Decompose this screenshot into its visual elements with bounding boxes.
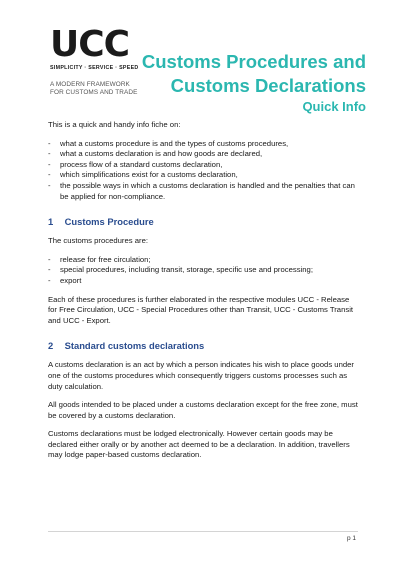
title-line-1: Customs Procedures and [141,51,366,72]
list-item: - process flow of a standard customs declaration, [48,160,358,171]
list-item: - release for free circulation; [48,255,358,266]
section-title: Standard customs declarations [64,340,205,352]
document-body [48,120,358,469]
procedures-list [48,255,358,287]
list-item: - what a customs declaration is and how goods are declared, [48,149,358,160]
section-2-paragraph: All goods intended to be placed under a customs declaration except for the free zone, must be covered by a customs declaration. [48,400,358,420]
title-line-2: Customs Declarations [170,75,366,96]
list-item: - which simplifications exist for a customs declaration, [48,170,358,181]
document-title [142,50,366,116]
section-number: 1 [48,216,54,228]
section-2-paragraph: Customs declarations must be lodged electronically. However certain goods may be declared either orally or by another act deemed to be a declaration. In addition, travellers may lodge paper-based customs declaration. [48,429,350,460]
footer-divider [48,531,358,532]
section-number: 2 [48,340,54,352]
section-1-paragraph: Each of these procedures is further elaborated in the respective modules UCC - Release for Free Circulation, UCC - Special Procedures other than Transit, UCC - Customs Transit and UCC - Export. [48,294,354,325]
section-2-paragraph: A customs declaration is an act by which a person indicates his wish to place goods under one of the customs procedures which consequently triggers customs processes such as duty calculation. [48,360,354,391]
list-item: - the possible ways in which a customs declaration is handled and the penalties that can be applied for non-compliance. [48,181,358,202]
logo-subline-1: A MODERN FRAMEWORK [50,81,130,88]
logo-subline-2: FOR CUSTOMS AND TRADE [50,89,138,96]
section-title: Customs Procedure [64,216,154,228]
list-item: - export [48,276,358,287]
section-1-lead: The customs procedures are: [48,236,148,246]
document-subtitle: Quick Info [302,99,366,114]
logo-mark: UCC [50,24,130,65]
list-item: - special procedures, including transit, storage, specific use and processing; [48,265,358,276]
page-number: p 1 [346,535,356,542]
logo-tagline: SIMPLICITY · SERVICE · SPEED [50,65,139,71]
section-2-heading [48,340,358,352]
intro-list [48,139,358,203]
list-item: - what a customs procedure is and the types of customs procedures, [48,139,358,150]
section-1-heading [48,216,358,228]
intro-text: This is a quick and handy info fiche on: [48,120,181,129]
